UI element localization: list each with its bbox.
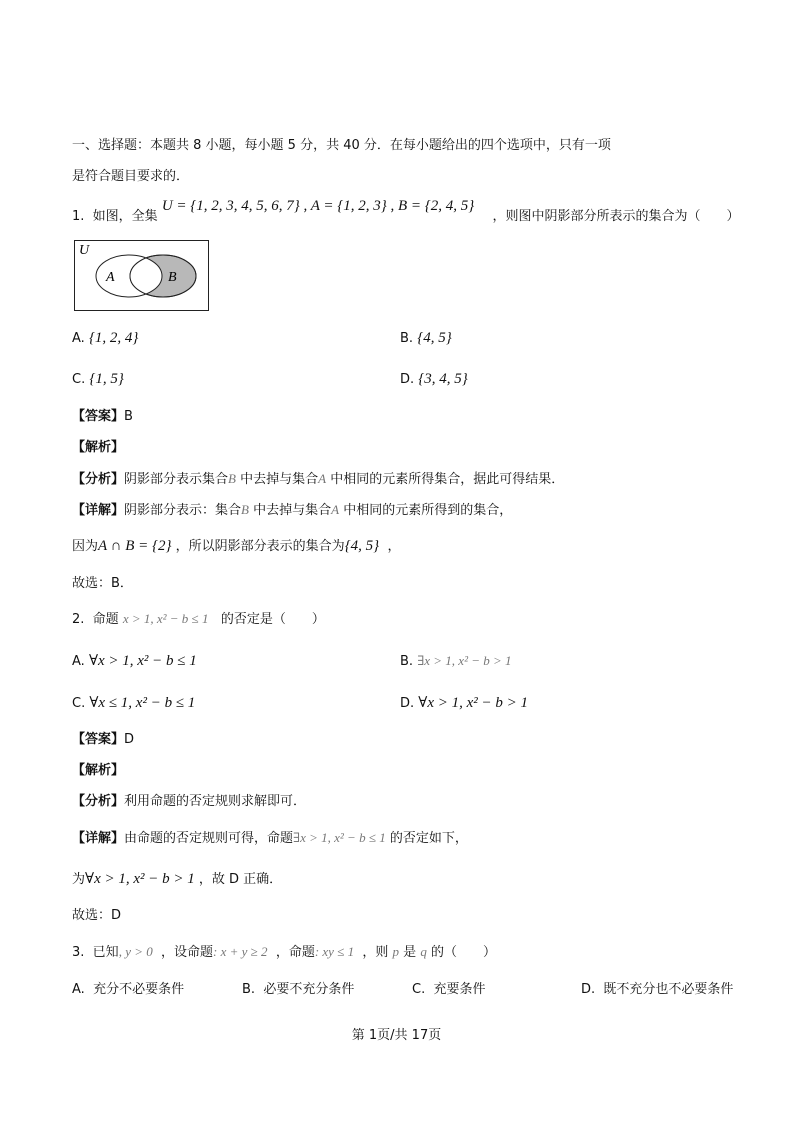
q1-answer	[72, 407, 133, 427]
q1-option-b[interactable]	[400, 328, 452, 349]
q3-option-b-letter: B.	[242, 982, 256, 997]
q3-m1: , y > 0	[118, 944, 153, 959]
q2-option-a-value: ∀x > 1, x² − b ≤ 1	[88, 653, 197, 669]
q2-answer-value: D	[124, 732, 135, 747]
q1-fenxi-t3: 中相同的元素所得集合，据此可得结果．	[326, 472, 565, 487]
q1-because-t3: ，	[387, 539, 401, 554]
q3-stem	[72, 942, 496, 963]
venn-b-label: B	[168, 270, 177, 285]
q1-option-c-letter: C.	[72, 372, 86, 387]
q1-xiangjie-t3: 中相同的元素所得到的集合，	[339, 503, 513, 518]
q3-t1: 已知	[92, 945, 119, 960]
q1-option-b-value: {4, 5}	[417, 330, 452, 346]
q2-option-c-letter: C.	[72, 696, 86, 711]
q3-option-b[interactable]	[242, 980, 354, 1000]
q2-fenxi-text: 利用命题的否定规则求解即可．	[124, 794, 307, 809]
page-footer: 第 1页/共 17页	[351, 1028, 442, 1043]
q2-xiangjie-t1: 由命题的否定规则可得，命题	[124, 831, 294, 846]
q1-xiangjie-t1: 阴影部分表示：集合	[124, 503, 242, 518]
q3-option-a-value: 充分不必要条件	[93, 982, 185, 997]
q2-result-t1: 为	[72, 872, 86, 887]
q2-fenxi	[72, 792, 306, 812]
q2-conclusion: 故选：D	[72, 908, 122, 923]
q3-m3: : xy ≤ 1	[314, 944, 355, 959]
q1-analysis-label: 【解析】	[72, 440, 125, 455]
q1-option-a-value: {1, 2, 4}	[88, 330, 139, 346]
q2-proposition: x > 1, x² − b ≤ 1	[122, 611, 209, 626]
q3-number: 3.	[72, 945, 85, 960]
section-heading: 一、选择题：本题共 8 小题，每小题 5 分，共 40 分．在每小题给出的四个选项中，只有一项	[72, 138, 611, 153]
q1-option-c[interactable]	[72, 369, 124, 390]
q2-result-t2: ，故 D 正确．	[198, 872, 283, 887]
q3-t6: 的（ ）	[430, 945, 496, 960]
venn-a-label: A	[106, 270, 115, 285]
q1-answer-value: B	[124, 409, 133, 424]
q1-because-m2: {4, 5}	[344, 538, 380, 554]
q3-option-c[interactable]	[412, 980, 486, 1000]
q2-xiangjie-tag: 【详解】	[72, 831, 125, 846]
q1-because-m1: A ∩ B = {2}	[98, 538, 172, 554]
q1-because-t2: ，所以阴影部分表示的集合为	[175, 539, 345, 554]
q1-option-a-letter: A.	[72, 331, 85, 346]
q1-analysis-tag	[72, 438, 124, 458]
q3-option-c-value: 充要条件	[433, 982, 486, 997]
q1-option-d-letter: D.	[400, 372, 415, 387]
q3-t5: 是	[403, 945, 417, 960]
q1-fenxi	[72, 469, 564, 490]
q2-answer	[72, 730, 134, 750]
q1-conclusion: 故选：B．	[72, 576, 133, 591]
q2-option-b-letter: B.	[400, 654, 414, 669]
q2-xiangjie-m1: ∃x > 1, x² − b ≤ 1	[293, 830, 386, 845]
q3-option-c-letter: C.	[412, 982, 426, 997]
q1-xiangjie-tag: 【详解】	[72, 503, 125, 518]
q1-option-c-value: {1, 5}	[89, 371, 124, 387]
q3-option-b-value: 必要不充分条件	[263, 982, 355, 997]
q1-option-a[interactable]	[72, 328, 138, 349]
q1-because-t1: 因为	[72, 539, 99, 554]
q2-analysis-tag	[72, 761, 124, 781]
q2-option-a-letter: A.	[72, 654, 85, 669]
section-heading-cont: 是符合题目要求的．	[72, 169, 190, 184]
q3-m4: p	[392, 944, 400, 959]
q3-option-d[interactable]	[581, 980, 733, 1000]
q1-xiangjie-m1: B	[241, 502, 249, 517]
q1-stem	[72, 198, 740, 227]
q2-result	[72, 869, 282, 890]
q3-option-d-value: 既不充分也不必要条件	[603, 982, 734, 997]
q2-option-d-value: ∀x > 1, x² − b > 1	[418, 695, 529, 711]
q3-option-a[interactable]	[72, 980, 184, 1000]
q2-option-d-letter: D.	[400, 696, 415, 711]
q3-t2: ，设命题	[161, 945, 214, 960]
q1-option-d[interactable]	[400, 369, 468, 390]
venn-diagram	[74, 240, 210, 312]
q1-suffix: ，则图中阴影部分所表示的集合为（ ）	[492, 209, 740, 224]
q1-sets-formula: U = {1, 2, 3, 4, 5, 6, 7} , A = {1, 2, 3} , B = {2, 4, 5}	[161, 198, 475, 214]
q2-answer-tag: 【答案】	[72, 732, 125, 747]
q1-fenxi-t2: 中去掉与集合	[235, 472, 319, 487]
q3-m2: : x + y ≥ 2	[213, 944, 268, 959]
q3-option-a-letter: A.	[72, 982, 85, 997]
q1-answer-tag: 【答案】	[72, 409, 125, 424]
q1-option-b-letter: B.	[400, 331, 414, 346]
q1-fenxi-m2: A	[318, 471, 327, 486]
q2-option-b[interactable]	[400, 651, 512, 672]
q1-xiangjie	[72, 500, 512, 521]
q2-suffix: 的否定是（ ）	[220, 612, 325, 627]
q3-t4: ，则	[362, 945, 389, 960]
q2-option-c-value: ∀x ≤ 1, x² − b ≤ 1	[89, 695, 196, 711]
q1-fenxi-m1: B	[228, 471, 236, 486]
q2-number: 2.	[72, 612, 85, 627]
q1-fenxi-tag: 【分析】	[72, 472, 125, 487]
q1-option-d-value: {3, 4, 5}	[418, 371, 468, 387]
q2-option-d[interactable]	[400, 693, 528, 714]
q2-xiangjie-t2: 的否定如下，	[389, 831, 468, 846]
q1-because	[72, 536, 400, 557]
venn-u-label: U	[79, 243, 90, 258]
q3-t3: ，命题	[275, 945, 315, 960]
q1-xiangjie-t2: 中去掉与集合	[248, 503, 332, 518]
q1-xiangjie-m2: A	[331, 502, 340, 517]
q2-option-b-value: ∃x > 1, x² − b > 1	[417, 653, 512, 668]
q2-result-m1: ∀x > 1, x² − b > 1	[85, 871, 195, 887]
q3-option-d-letter: D.	[581, 982, 596, 997]
q2-fenxi-tag: 【分析】	[72, 794, 125, 809]
q1-number: 1.	[72, 209, 85, 224]
q3-m5: q	[420, 944, 427, 959]
q2-xiangjie	[72, 828, 468, 849]
q1-fenxi-t1: 阴影部分表示集合	[124, 472, 229, 487]
q2-option-c[interactable]	[72, 693, 195, 714]
q2-option-a[interactable]	[72, 651, 197, 672]
q2-stem	[72, 609, 325, 630]
q1-prefix: 如图，全集	[92, 209, 158, 224]
q2-prefix: 命题	[92, 612, 119, 627]
q2-analysis-label: 【解析】	[72, 763, 125, 778]
